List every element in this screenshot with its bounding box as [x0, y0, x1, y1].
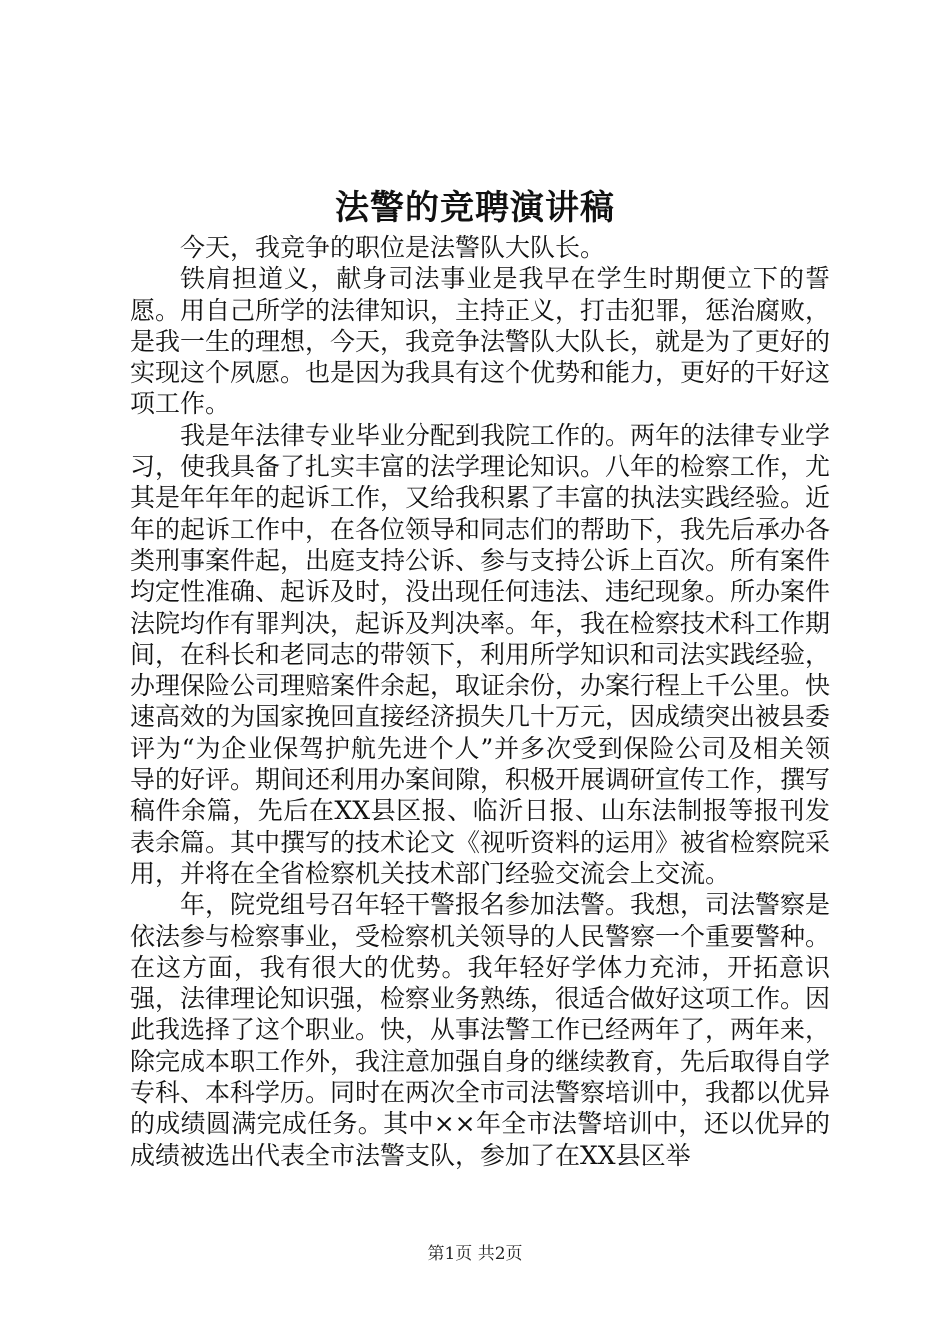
document-title: 法警的竞聘演讲稿 [335, 188, 615, 228]
paragraph-1: 今天，我竞争的职位是法警队大队长。 [180, 233, 606, 262]
paragraph-4: 年，院党组号召年轻干警报名参加法警。我想，司法警察是依法参与检察事业，受检察机关领导的人民警察一个重要警种。在这方面，我有很大的优势。我年轻好学体力充沛，开拓意识强，法律理论知识强，检察业务熟练，很适合做好这项工作。因此我选择了这个职业。快，从事法警工作已经两年了，两年来，除完成本职工作外，我注意加强自身的继续教育，先后取得自学专科、本科学历。同时在两次全市司法警察培训中，我都以优异的成绩圆满完成任务。其中××年全市法警培训中，还以优异的成绩被选出代表全市法警支队，参加了在XX县区举 [130, 890, 831, 1170]
page-number-footer: 第1页 共2页 [427, 1244, 523, 1264]
paragraph-3: 我是年法律专业毕业分配到我院工作的。两年的法律专业学习，使我具备了扎实丰富的法学理论知识。八年的检察工作，尤其是年年年的起诉工作，又给我积累了丰富的执法实践经验。近年的起诉工作中，在各位领导和同志们的帮助下，我先后承办各类刑事案件起，出庭支持公诉、参与支持公诉上百次。所有案件均定性准确、起诉及时，没出现任何违法、违纪现象。所办案件法院均作有罪判决，起诉及判决率。年，我在检察技术科工作期间，在科长和老同志的带领下，利用所学知识和司法实践经验，办理保险公司理赔案件余起，取证余份，办案行程上千公里。快速高效的为国家挽回直接经济损失几十万元，因成绩突出被县委评为“为企业保驾护航先进个人”并多次受到保险公司及相关领导的好评。期间还利用办案间隙，积极开展调研宣传工作，撰写稿件余篇，先后在XX县区报、临沂日报、山东法制报等报刊发表余篇。其中撰写的技术论文《视听资料的运用》被省检察院采用，并将在全省检察机关技术部门经验交流会上交流。 [130, 420, 831, 888]
document-body [130, 232, 830, 1171]
paragraph-2: 铁肩担道义，献身司法事业是我早在学生时期便立下的誓愿。用自己所学的法律知识，主持正义，打击犯罪，惩治腐败，是我一生的理想，今天，我竞争法警队大队长，就是为了更好的实现这个夙愿。也是因为我具有这个优势和能力，更好的干好这项工作。 [130, 264, 831, 419]
